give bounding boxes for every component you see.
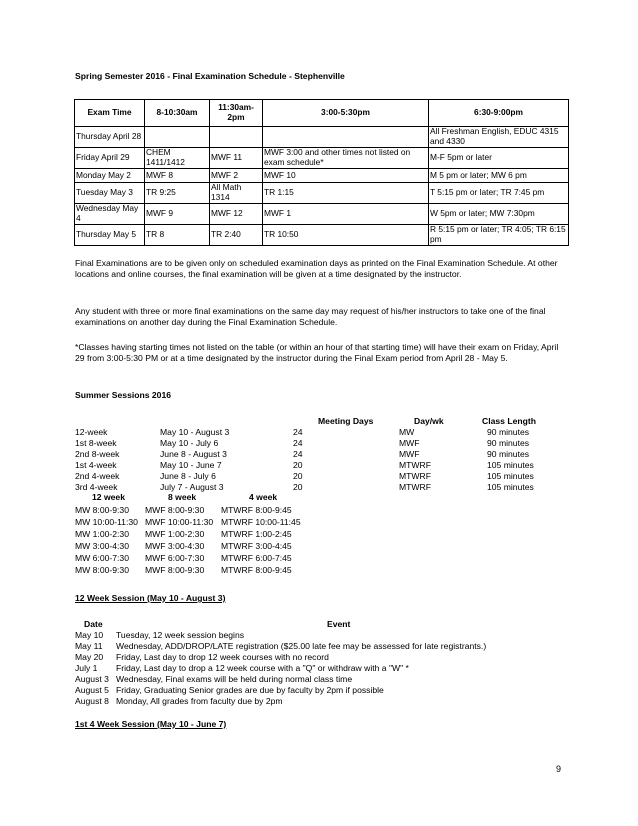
header-class-length: Class Length — [482, 416, 536, 426]
event-date: May 20 — [75, 652, 104, 662]
time-cell: MW 1:00-2:30 — [75, 529, 129, 539]
table-row — [75, 183, 569, 204]
table-cell: Tuesday May 3 — [75, 183, 145, 204]
session-dates: June 8 - August 3 — [160, 449, 227, 459]
session-meeting-days: 20 — [293, 471, 303, 481]
table-cell: M 5 pm or later; MW 6 pm — [429, 169, 569, 183]
time-cell: MW 10:00-11:30 — [75, 517, 138, 527]
table-cell: MWF 9 — [145, 204, 210, 225]
table-cell: TR 2:40 — [210, 225, 263, 246]
table-cell: Monday May 2 — [75, 169, 145, 183]
table-cell: MWF 3:00 and other times not listed on exam schedule* — [263, 148, 429, 169]
table-cell: All Math 1314 — [210, 183, 263, 204]
header-exam-time: Exam Time — [75, 100, 145, 127]
table-cell: M-F 5pm or later — [429, 148, 569, 169]
session-length: 105 minutes — [487, 482, 534, 492]
header-4-week: 4 week — [249, 492, 278, 502]
table-cell: TR 8 — [145, 225, 210, 246]
table-cell: R 5:15 pm or later; TR 4:05; TR 6:15 pm — [429, 225, 569, 246]
table-row — [75, 127, 569, 148]
session-length: 90 minutes — [487, 449, 530, 459]
table-header-row — [75, 100, 569, 127]
footnote-paragraph: *Classes having starting times not listed on the table (or within an hour of that starting time) will have their exam on Friday, April 29 from 3:00-5:30 PM or at a time designated by the instructor during the Final Exam period from April 28 - May 5. — [75, 342, 559, 363]
session-day-wk: MW — [399, 427, 415, 437]
table-cell: All Freshman English, EDUC 4315 and 4330 — [429, 127, 569, 148]
time-cell: MW 3:00-4:30 — [75, 541, 129, 551]
header-event: Event — [327, 619, 351, 629]
header-12-week: 12 week — [92, 492, 125, 502]
four-week-session-title: 1st 4 Week Session (May 10 - June 7) — [75, 719, 227, 729]
session-day-wk: MTWRF — [399, 471, 431, 481]
time-cell: MWF 8:00-9:30 — [145, 505, 205, 515]
session-dates: May 10 - July 6 — [160, 438, 219, 448]
time-cell: MWF 10:00-11:30 — [145, 517, 214, 527]
time-cell: MW 8:00-9:30 — [75, 505, 129, 515]
table-cell: TR 10:50 — [263, 225, 429, 246]
header-slot-3: 3:00-5:30pm — [263, 100, 429, 127]
twelve-week-session-title: 12 Week Session (May 10 - August 3) — [75, 593, 226, 603]
event-date: August 3 — [75, 674, 109, 684]
event-date: May 11 — [75, 641, 103, 651]
table-cell: W 5pm or later; MW 7:30pm — [429, 204, 569, 225]
time-cell: MWF 8:00-9:30 — [145, 565, 205, 575]
table-cell: MWF 2 — [210, 169, 263, 183]
table-row — [75, 148, 569, 169]
header-slot-1: 8-10:30am — [145, 100, 210, 127]
table-cell: CHEM 1411/1412 — [145, 148, 210, 169]
session-meeting-days: 24 — [293, 438, 303, 448]
time-cell: MWF 3:00-4:30 — [145, 541, 205, 551]
time-cell: MWF 6:00-7:30 — [145, 553, 205, 563]
table-cell: Friday April 29 — [75, 148, 145, 169]
session-name: 1st 4-week — [75, 460, 117, 470]
table-cell: T 5:15 pm or later; TR 7:45 pm — [429, 183, 569, 204]
session-dates: June 8 - July 6 — [160, 471, 216, 481]
session-meeting-days: 20 — [293, 460, 303, 470]
table-cell: MWF 1 — [263, 204, 429, 225]
session-meeting-days: 24 — [293, 449, 303, 459]
header-slot-2: 11:30am-2pm — [210, 100, 263, 127]
event-date: July 1 — [75, 663, 98, 673]
time-cell: MW 8:00-9:30 — [75, 565, 129, 575]
time-cell: MTWRF 3:00-4:45 — [221, 541, 292, 551]
event-text: Friday, Last day to drop 12 week courses with no record — [116, 652, 329, 662]
event-text: Friday, Graduating Senior grades are due by faculty by 2pm if possible — [116, 685, 384, 695]
event-date: August 5 — [75, 685, 109, 695]
table-cell — [145, 127, 210, 148]
session-length: 105 minutes — [487, 471, 534, 481]
session-day-wk: MWF — [399, 438, 420, 448]
header-date: Date — [84, 619, 103, 629]
session-name: 1st 8-week — [75, 438, 117, 448]
time-cell: MTWRF 8:00-9:45 — [221, 565, 292, 575]
table-cell: Wednesday May 4 — [75, 204, 145, 225]
session-dates: May 10 - August 3 — [160, 427, 230, 437]
session-day-wk: MTWRF — [399, 482, 431, 492]
table-cell: Thursday May 5 — [75, 225, 145, 246]
time-cell: MTWRF 8:00-9:45 — [221, 505, 292, 515]
exam-policy-paragraph: Final Examinations are to be given only on scheduled examination days as printed on the Final Examination Schedule. At other locations and online courses, the final examination will be given at a time designated by the instructor. — [75, 258, 558, 279]
header-8-week: 8 week — [168, 492, 197, 502]
table-cell: TR 9:25 — [145, 183, 210, 204]
table-cell: TR 1:15 — [263, 183, 429, 204]
three-exams-paragraph: Any student with three or more final examinations on the same day may request of his/her instructors to take one of the final examinations on another day during the Final Examination Schedule. — [75, 306, 546, 327]
session-length: 90 minutes — [487, 427, 530, 437]
table-cell: Thursday April 28 — [75, 127, 145, 148]
session-day-wk: MTWRF — [399, 460, 431, 470]
header-meeting-days: Meeting Days — [318, 416, 374, 426]
table-cell: MWF 12 — [210, 204, 263, 225]
summer-sessions-title: Summer Sessions 2016 — [75, 390, 172, 400]
time-cell: MW 6:00-7:30 — [75, 553, 129, 563]
table-cell: MWF 11 — [210, 148, 263, 169]
table-cell — [210, 127, 263, 148]
event-text: Tuesday, 12 week session begins — [116, 630, 245, 640]
table-row — [75, 225, 569, 246]
event-date: May 10 — [75, 630, 104, 640]
session-name: 2nd 4-week — [75, 471, 120, 481]
event-text: Friday, Last day to drop a 12 week course with a "Q" or withdraw with a "W" * — [116, 663, 409, 673]
session-name: 3rd 4-week — [75, 482, 118, 492]
session-name: 2nd 8-week — [75, 449, 120, 459]
session-dates: May 10 - June 7 — [160, 460, 222, 470]
table-cell — [263, 127, 429, 148]
session-dates: July 7 - August 3 — [160, 482, 224, 492]
event-text: Monday, All grades from faculty due by 2pm — [116, 696, 283, 706]
session-meeting-days: 20 — [293, 482, 303, 492]
session-meeting-days: 24 — [293, 427, 303, 437]
event-text: Wednesday, Final exams will be held during normal class time — [116, 674, 353, 684]
time-cell: MWF 1:00-2:30 — [145, 529, 205, 539]
page-number: 9 — [556, 764, 562, 774]
event-text: Wednesday, ADD/DROP/LATE registration ($25.00 late fee may be assessed for late registrants.) — [116, 641, 487, 651]
final-exam-schedule-table — [74, 99, 569, 246]
table-row — [75, 169, 569, 183]
header-slot-4: 6:30-9:00pm — [429, 100, 569, 127]
session-length: 105 minutes — [487, 460, 534, 470]
table-cell: MWF 10 — [263, 169, 429, 183]
session-day-wk: MWF — [399, 449, 420, 459]
session-length: 90 minutes — [487, 438, 530, 448]
table-cell: MWF 8 — [145, 169, 210, 183]
header-day-wk: Day/wk — [414, 416, 444, 426]
page-title: Spring Semester 2016 - Final Examination Schedule - Stephenville — [75, 71, 345, 81]
event-date: August 8 — [75, 696, 109, 706]
time-cell: MTWRF 1:00-2:45 — [221, 529, 292, 539]
time-cell: MTWRF 10:00-11:45 — [221, 517, 301, 527]
table-row — [75, 204, 569, 225]
session-name: 12-week — [75, 427, 108, 437]
time-cell: MTWRF 6:00-7:45 — [221, 553, 292, 563]
